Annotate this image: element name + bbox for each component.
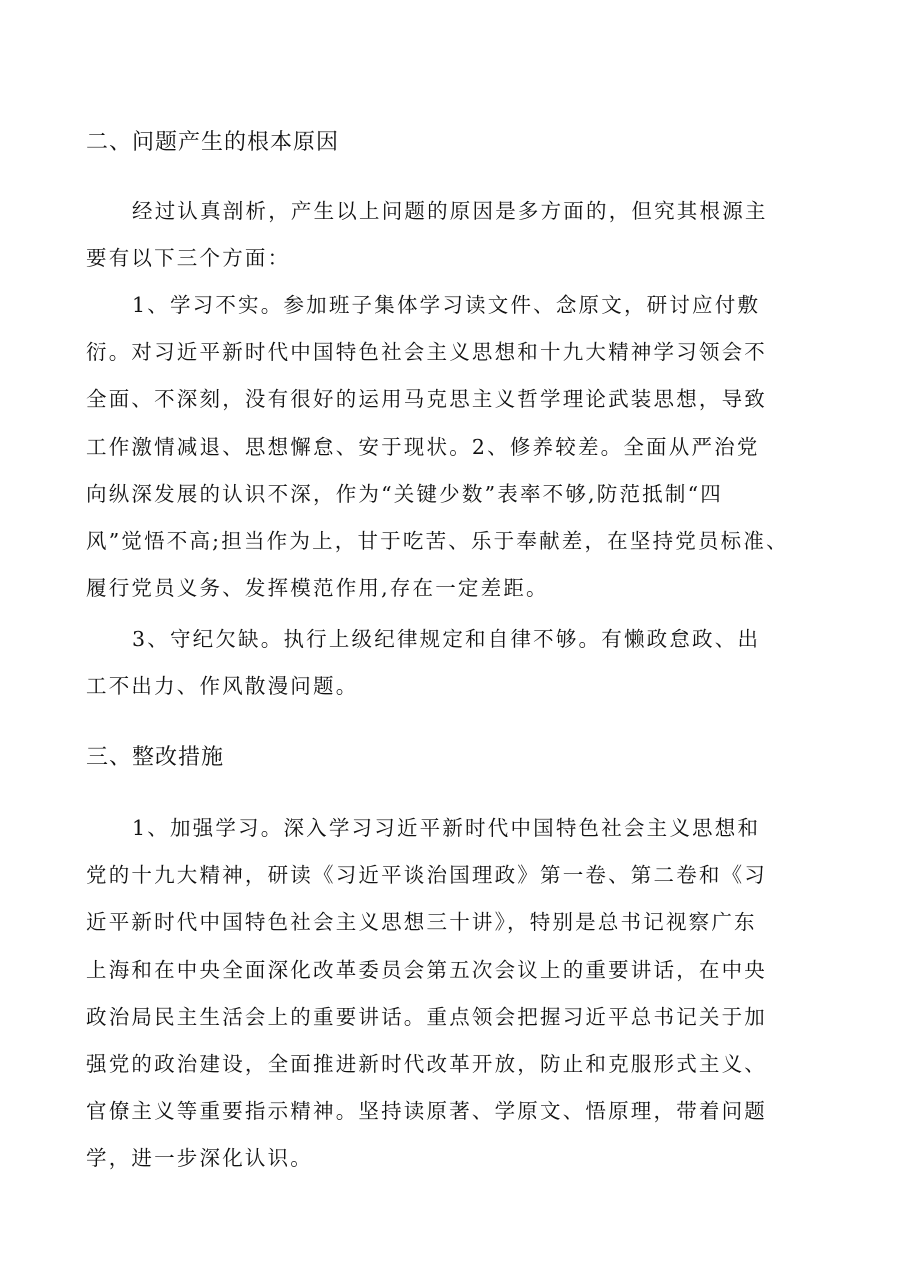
text-line: 工作激情减退、思想懈怠、安于现状。2、修养较差。全面从严治党	[86, 434, 760, 459]
text-line: 3、守纪欠缺。执行上级纪律规定和自律不够。有懒政怠政、出	[132, 627, 761, 651]
text-line: 向纵深发展的认识不深，作为“关键少数”表率不够,防范抵制“四	[86, 481, 723, 506]
text-line: 要有以下三个方面：	[86, 246, 291, 271]
paragraph-measure-1	[86, 805, 826, 1183]
text-line: 全面、不深刻，没有很好的运用马克思主义哲学理论武装思想，导致	[86, 387, 767, 412]
text-line: 衍。对习近平新时代中国特色社会主义思想和十九大精神学习领会不	[86, 340, 767, 365]
text-line: 近平新时代中国特色社会主义思想三十讲》，特别是总书记视察广东	[86, 910, 757, 935]
text-line: 履行党员义务、发挥模范作用,存在一定差距。	[86, 576, 549, 601]
text-line: 强党的政治建设，全面推进新时代改革开放，防止和克服形式主义、	[86, 1051, 767, 1076]
text-line: 工不出力、作风散漫问题。	[86, 674, 359, 699]
text-line: 经过认真剖析，产生以上问题的原因是多方面的，但究其根源主	[132, 199, 768, 223]
paragraph-cause-1	[86, 282, 826, 612]
paragraph-intro	[86, 188, 826, 282]
paragraph-cause-3	[86, 616, 826, 710]
text-line: 1、加强学习。深入学习习近平新时代中国特色社会主义思想和	[132, 816, 761, 840]
text-line: 上海和在中央全面深化改革委员会第五次会议上的重要讲话，在中央	[86, 957, 767, 982]
text-line: 政治局民主生活会上的重要讲话。重点领会把握习近平总书记关于加	[86, 1004, 767, 1029]
text-line: 官僚主义等重要指示精神。坚持读原著、学原文、悟原理，带着问题	[86, 1099, 767, 1124]
section-heading-measures: 三、整改措施	[86, 745, 225, 770]
section-heading-causes: 二、问题产生的根本原因	[86, 130, 340, 155]
text-line: 学，进一步深化认识。	[86, 1146, 313, 1171]
text-line: 1、学习不实。参加班子集体学习读文件、念原文，研讨应付敷	[132, 293, 761, 317]
text-line: 党的十九大精神，研读《习近平谈治国理政》第一卷、第二卷和《习	[86, 863, 767, 888]
text-line: 风”觉悟不高;担当作为上，甘于吃苦、乐于奉献差，在坚持党员标准、	[86, 528, 789, 553]
